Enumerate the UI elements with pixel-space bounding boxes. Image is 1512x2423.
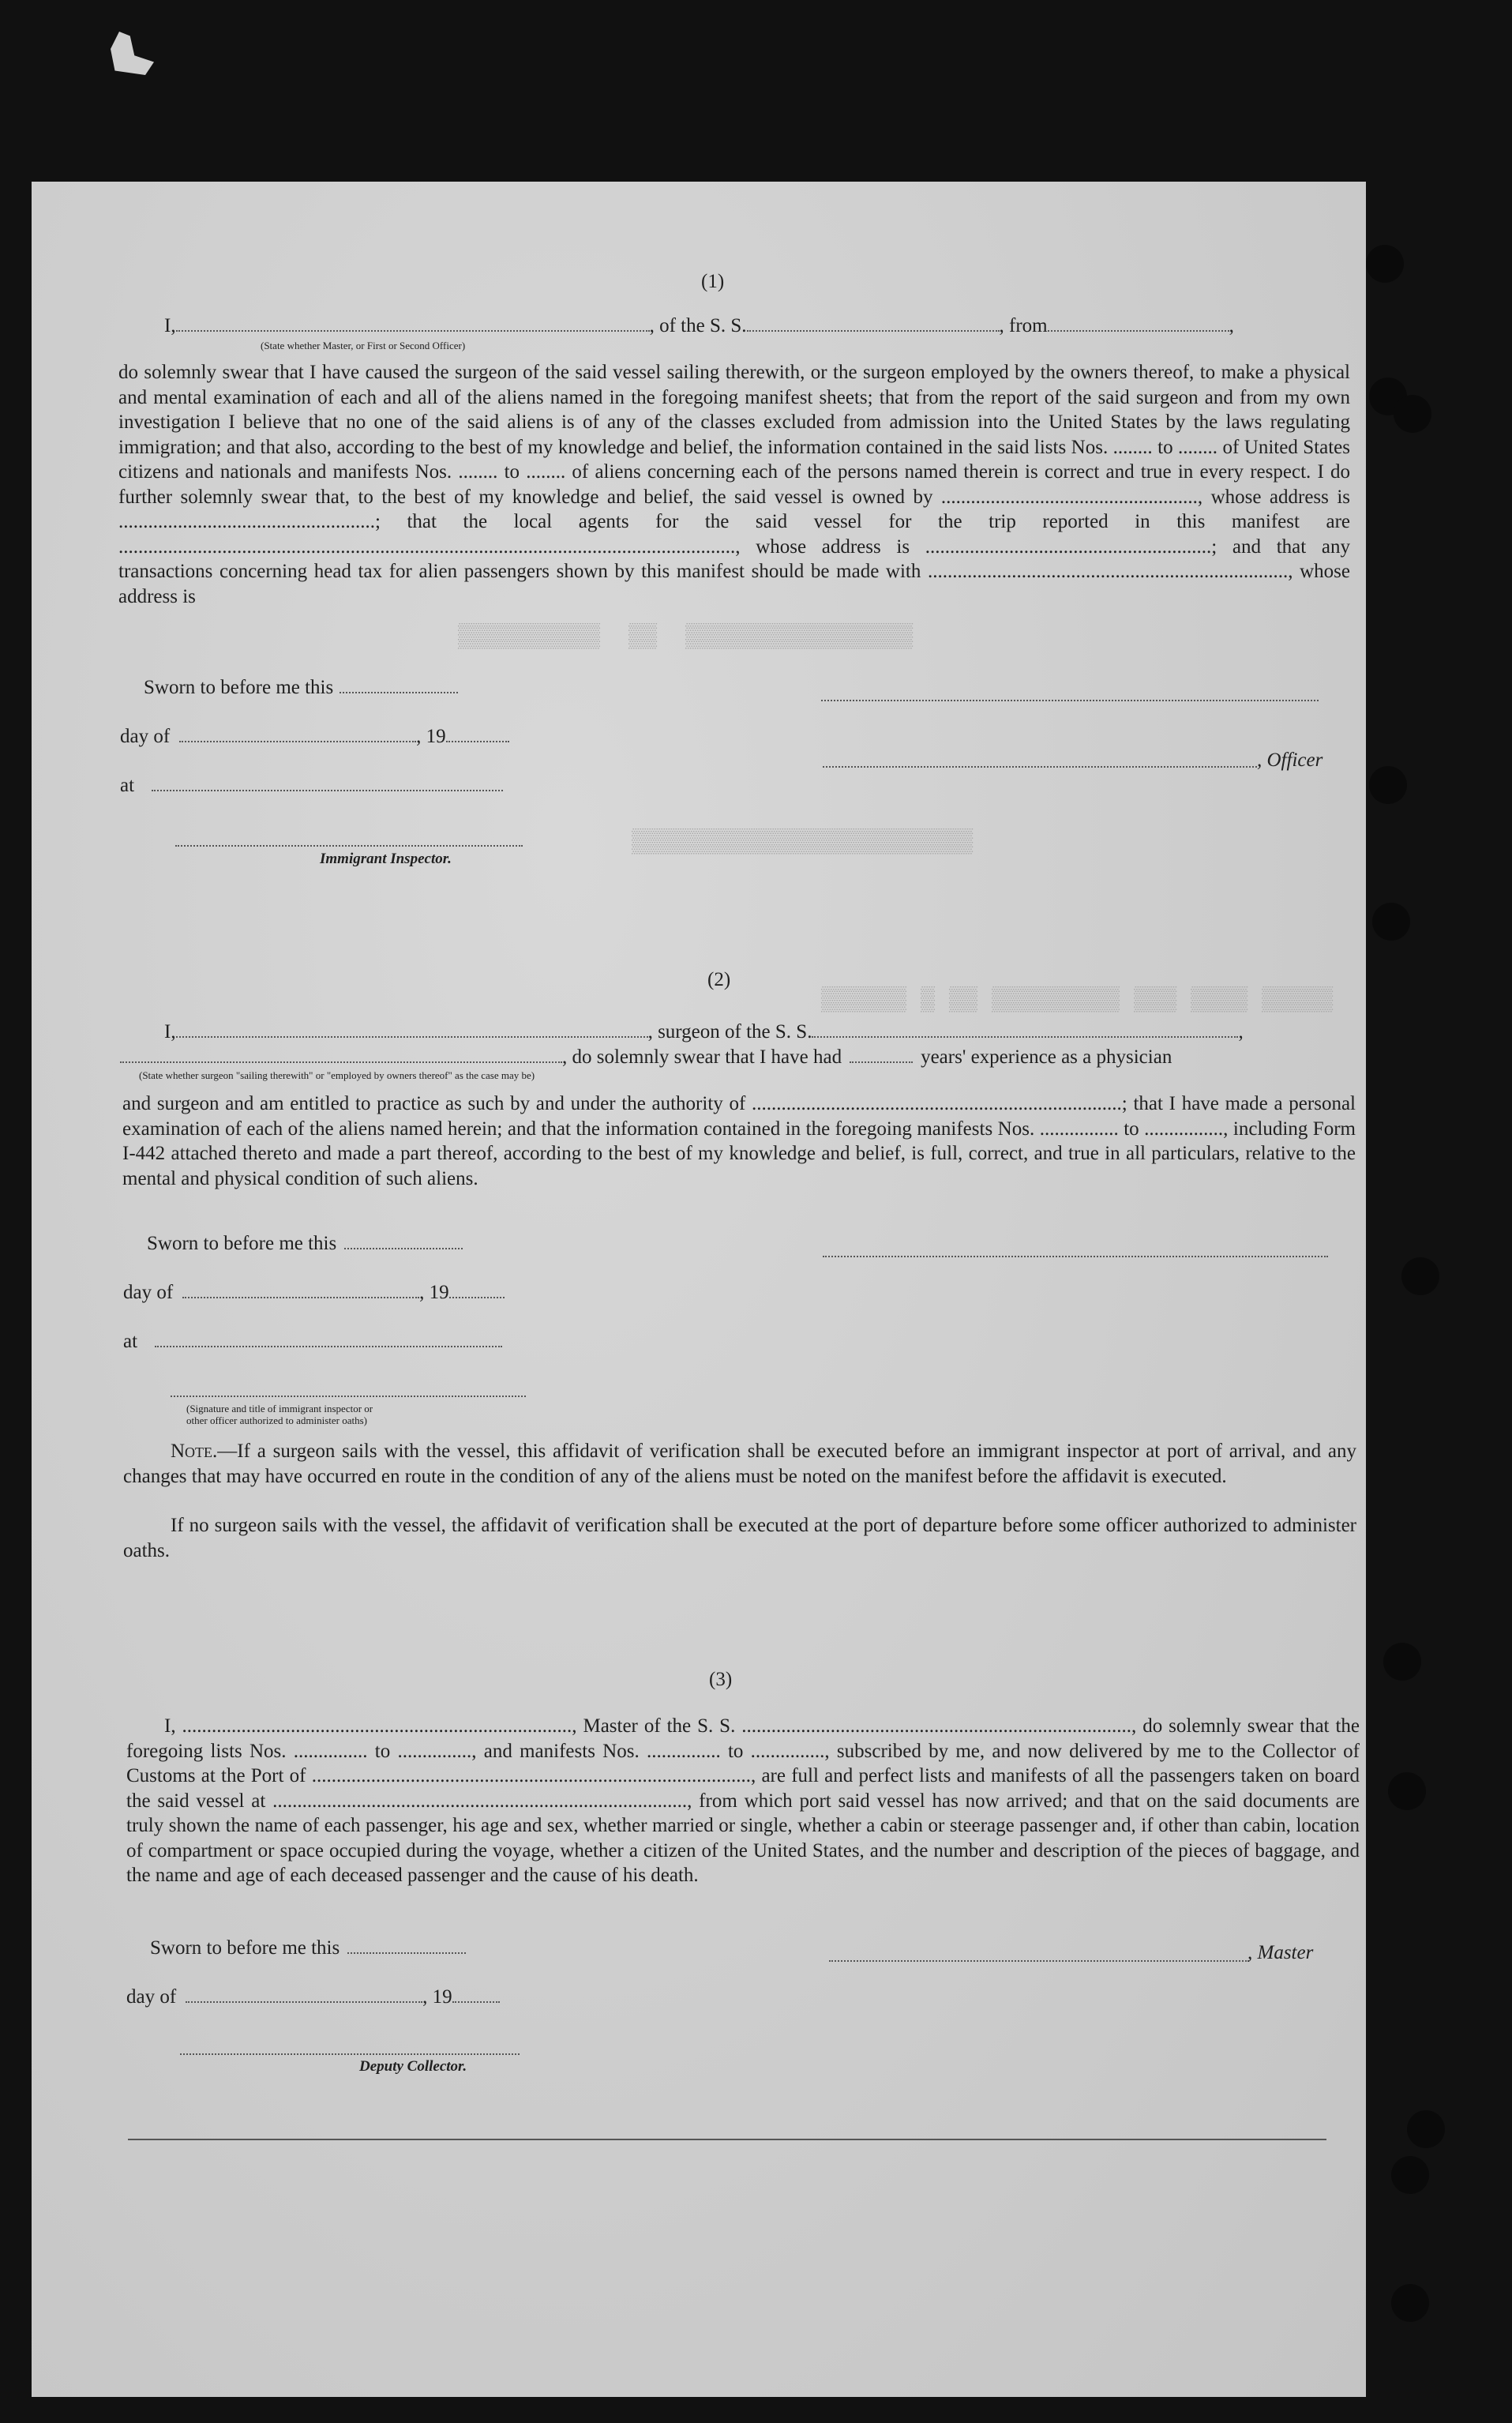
punch-hole	[1394, 395, 1431, 433]
section-1-oath-text: do solemnly swear that I have caused the surgeon of the said vessel sailing therewith, or the surgeon employed by the owners thereof, to make a physical and mental examination of each and all of the aliens named in the foregoing manifest sheets; that from the report of the said surgeon and from my own investigation I believe that no one of the said aliens is of any of the classes excluded from admission into the United States by the laws regulating immigration; and that also, according to the best of my knowledge and belief, the information contained in the said lists Nos. ........ to ........ of United States citizens and nationals and manifests Nos. ........ to ........ of aliens concerning each of the persons named therein is correct and true in every respect. I do further solemnly swear that, to the best of my knowledge and belief, the said vessel is owned by ...................................................., whose address is ....................................................; that the local agents for the said vessel for the trip reported in this manifest are ............................................................................................................................., whose address is ..........................................................; and that any transactions concerning head tax for alien passengers shown by this manifest should be made with ........................................................................., whose address is	[118, 362, 1350, 607]
state-whether-note: (State whether Master, or First or Second Officer)	[261, 340, 466, 351]
at-2: at	[123, 1330, 502, 1354]
bottom-rule	[128, 2139, 1326, 2140]
section-3-oath-text: I, ..............................................................................., Master of the S. S. ..............................................................................., do solemnly swear that the foregoing lists Nos. ............... to ..............., and manifests Nos. ............... to ..............., subscribed by me, and now delivered by me to the Collector of Customs at the Port of ........................................................................................., are full and perfect lists and manifests of all the passengers taken on board the said vessel at ...................................................................................., from which port said vessel has now arrived; and that on the said documents are truly shown the name of each passenger, his age and sex, whether married or single, whether a cabin or steerage passenger and, if other than cabin, location of compartment or space occupied during the voyage, whether a citizen of the United States, and the number and description of the pieces of baggage, and the name and age of each deceased passenger and the cause of his death.	[126, 1715, 1360, 1886]
day-of-2: day of , 19	[123, 1281, 505, 1305]
punch-hole	[1366, 245, 1404, 283]
punch-hole	[1401, 1257, 1439, 1295]
section-2-oath-text: and surgeon and am entitled to practice as such by and under the authority of ...........................................................................; that I have made a personal examination of each of the aliens named herein; and that the information contained in the foregoing manifests Nos. ................ to ................, including Form I-442 attached thereto and made a part thereof, according to the best of my knowledge and belief, is full, correct, and true in all particulars, relative to the mental and physical condition of such aliens.	[122, 1093, 1356, 1189]
section-1-heading: (1)	[701, 271, 725, 292]
day-of-3: day of , 19	[126, 1985, 500, 2009]
at-1: at	[120, 774, 503, 798]
note-paragraph-1: Note.—If a surgeon sails with the vessel, this affidavit of verification shall be executed before an immigrant inspector at port of arrival, and any changes that may have occurred en route in the condition of any of the aliens must be noted on the manifest before the affidavit is executed.	[123, 1441, 1356, 1487]
section-2-line-2: , do solemnly swear that I have had years' experience as a physician	[120, 1046, 1172, 1069]
officer-signature-line	[823, 764, 1257, 768]
master-signature-line	[829, 1959, 1249, 1962]
punch-hole	[1383, 1643, 1421, 1681]
sworn-before-2: Sworn to before me this	[147, 1232, 463, 1256]
bleed-through-typing: ▒▒▒▒▒▒▒▒▒▒ ▒▒ ▒▒▒▒▒▒▒▒▒▒▒▒▒▒▒▒	[458, 624, 914, 651]
section-2-line-1: I, , surgeon of the S. S. ,	[164, 1021, 1244, 1042]
note-paragraph-2: If no surgeon sails with the vessel, the affidavit of verification shall be executed at the port of departure before some officer authorized to administer oaths.	[123, 1515, 1356, 1561]
signature-line-1	[821, 698, 1319, 701]
affidavit-page	[32, 182, 1366, 2397]
section-3-heading: (3)	[709, 1669, 733, 1690]
punch-hole	[1372, 903, 1410, 941]
punch-hole	[1407, 2110, 1445, 2148]
sworn-before-3: Sworn to before me this	[150, 1937, 466, 1960]
punch-hole	[1391, 2156, 1429, 2194]
surgeon-state-note: (State whether surgeon "sailing therewith" or "employed by owners thereof" as the case may be)	[139, 1069, 535, 1081]
punch-hole	[1391, 2284, 1429, 2322]
punch-hole	[1369, 766, 1407, 804]
inspector-signature-line-2	[171, 1394, 526, 1397]
label-of-ss: , of the S. S.	[649, 315, 747, 336]
bleed-through-typing: ▒▒▒▒▒▒ ▒ ▒▒ ▒▒▒▒▒▒▒▒▒ ▒▒▒ ▒▒▒▒ ▒▒▒▒▒	[821, 987, 1334, 1014]
bleed-through-typing: ▒▒▒▒▒▒▒▒▒▒▒▒▒▒▒▒▒▒▒▒▒▒▒▒	[632, 829, 974, 856]
signature-line-2	[823, 1254, 1328, 1257]
master-label: , Master	[1247, 1942, 1314, 1963]
inspector-signature-line	[175, 843, 523, 847]
immigrant-inspector-label: Immigrant Inspector.	[320, 851, 452, 867]
deputy-collector-signature-line	[180, 2052, 520, 2055]
signature-note-1: (Signature and title of immigrant inspector or	[186, 1403, 373, 1414]
signature-note-2: other officer authorized to administer oaths)	[186, 1414, 367, 1426]
officer-label: , Officer	[1257, 749, 1323, 771]
day-of-1: day of , 19	[120, 725, 509, 749]
sworn-before-1: Sworn to before me this	[144, 676, 458, 700]
label-from: , from	[999, 315, 1048, 336]
section-1-line-1: I, , of the S. S. , from ,	[164, 315, 1234, 336]
section-2-heading: (2)	[707, 969, 731, 990]
torn-paper-scrap	[111, 32, 154, 75]
label-i: I,	[164, 315, 176, 336]
punch-hole	[1388, 1772, 1426, 1810]
deputy-collector-label: Deputy Collector.	[359, 2058, 467, 2075]
